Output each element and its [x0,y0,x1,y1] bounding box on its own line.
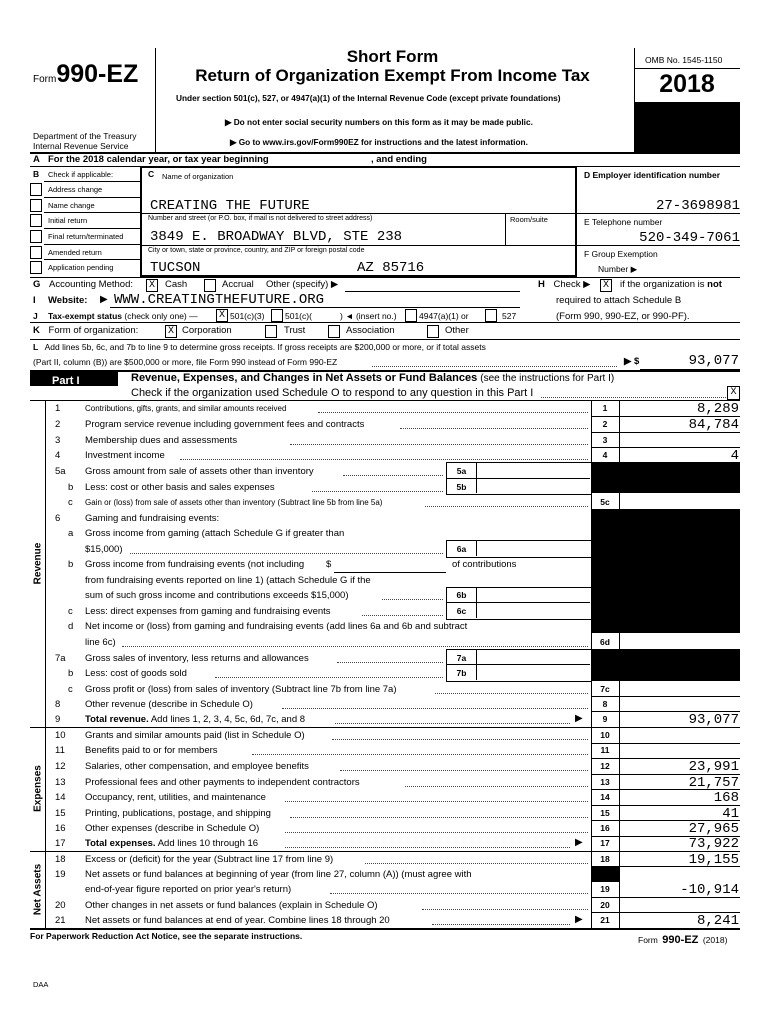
line-text: Net income or (loss) from gaming and fundraising events (add lines 6a and 6b and subtract [85,621,468,632]
tax-exempt-label: Tax-exempt status [48,311,123,321]
line-text: Gross amount from sale of assets other than inventory [85,466,314,477]
line-g-text: Accounting Method: [49,279,134,290]
line-text: Less: cost or other basis and sales expenses [85,482,275,493]
opt-501c3: 501(c)(3) [230,311,265,321]
line-14-amount[interactable]: 168 [713,790,739,806]
checkbox-address-change[interactable] [30,183,42,196]
line-k-label: Form of organization: [48,325,139,336]
line-text: Investment income [85,450,165,461]
line-text: Gaming and fundraising events: [85,513,220,524]
checkbox-corporation[interactable]: X [165,325,177,338]
line-7b-row [0,666,770,682]
line-6c-row [0,604,770,620]
line-num: d [68,621,74,632]
line-subref: 6c [456,606,467,616]
checkbox-accrual[interactable] [204,279,216,292]
line-text: Benefits paid to or for members [85,745,218,756]
line-num: b [68,559,74,570]
line-6a-row2 [0,542,770,558]
line-ref: 2 [602,419,608,429]
line-text: Program service revenue including government fees and contracts [85,419,365,430]
omb-number: OMB No. 1545-1150 [645,55,723,65]
line-subref: 6b [456,590,467,600]
line-h-text1-span: if the organization is [620,279,705,290]
line-6d-row1 [0,619,770,635]
line-j-letter: J [33,311,38,321]
line-text: from fundraising events reported on line 1) (attach Schedule G if the [85,575,371,586]
line-text: Add lines 1, 2, 3, 4, 5c, 6d, 7c, and 8 [150,714,306,725]
line-9-bold: Total revenue. [85,714,149,725]
line-num: 18 [55,854,66,865]
line-h-letter: H [538,279,545,290]
line-21-amount[interactable]: 8,241 [696,913,739,929]
line-subref: 5b [456,482,467,492]
line-ref: 14 [600,792,610,802]
checkbox-amended-return[interactable] [30,246,42,259]
line-2-amount[interactable]: 84,784 [688,417,739,433]
line-11-row [0,743,770,759]
checkbox-527[interactable] [485,309,497,322]
footer-form-year: (2018) [702,935,728,945]
footer-form-id [638,930,727,948]
checkbox-501c[interactable] [271,309,283,322]
org-city-label: City or town, state or province, country, and ZIP or foreign postal code [148,247,365,254]
checkbox-schedule-b[interactable]: X [600,279,612,292]
corporation-label: Corporation [182,325,232,336]
line-num: c [68,684,73,695]
line-16-row [0,821,770,837]
section-b-title: Check if applicable: [48,170,114,179]
line-text: Gain or (loss) from sale of assets other than inventory (Subtract line 5b from line 5a) [85,498,383,507]
opt-501c-insert: ) ◄ (insert no.) [340,311,397,321]
line-h-text1 [620,279,722,290]
line-h-text2: required to attach Schedule B [556,295,682,306]
line-ref: 7c [600,684,610,694]
line-a-text: For the 2018 calendar year, or tax year beginning [48,154,269,165]
checkbox-association[interactable] [328,325,340,338]
line-ref: 10 [600,730,610,740]
line-17-arrow: ▶ [575,837,583,848]
line-5a-row [0,464,770,480]
line-9-arrow: ▶ [575,713,583,724]
line-num: 20 [55,900,66,911]
line-num: 11 [55,745,65,756]
line-10-row [0,728,770,744]
line-19-amount[interactable]: -10,914 [680,882,739,898]
line-num: 14 [55,792,66,803]
b-item-pending: Application pending [48,263,114,272]
website-label: Website: [48,295,88,306]
line-num: 15 [55,808,66,819]
line-ref: 21 [600,915,610,925]
opt-4947: 4947(a)(1) or [419,311,469,321]
org-street-label: Number and street (or P.O. box, if mail is not delivered to street address) [148,215,373,222]
line-ref: 20 [600,900,610,910]
line-num: a [68,528,74,539]
line-k-letter: K [33,325,40,336]
line-text: Printing, publications, postage, and shipping [85,808,271,819]
b-item-address: Address change [48,185,103,194]
line-13-amount[interactable]: 21,757 [688,775,739,791]
footer-daa: DAA [33,980,49,989]
line-h-check: Check [553,279,581,290]
subtitle: Under section 501(c), 527, or 4947(a)(1) of the Internal Revenue Code (except private foundations) [176,93,561,103]
line-9-row [0,712,770,728]
line-k [33,325,138,336]
line-text: $15,000) [85,544,123,555]
line-text: Add lines 10 through 16 [157,838,259,849]
line-6b-row1 [0,557,770,573]
org-name-label: Name of organization [162,172,234,181]
line-subref: 6a [456,544,467,554]
org-name-value[interactable]: CREATING THE FUTURE [150,198,310,214]
title-main: Return of Organization Exempt From Income Tax [195,66,590,85]
form-number: 990-EZ [56,60,139,88]
checkbox-schedule-o[interactable]: X [727,386,740,400]
dept-line1: Department of the Treasury [33,131,137,141]
checkbox-501c3[interactable]: X [216,309,228,322]
room-suite-label: Room/suite [510,215,548,224]
phone-label [584,217,662,227]
line-g [33,279,133,290]
line-ref: 1 [602,403,608,413]
line-text: Gross sales of inventory, less returns and allowances [85,653,309,664]
line-l-1 [33,342,486,352]
line-6b-dollar: $ [326,559,332,570]
line-21-row [0,913,770,929]
part1-title-note: (see the instructions for Part I) [480,373,615,384]
part1-title [131,372,614,384]
checkbox-4947[interactable] [405,309,417,322]
line-text: line 6c) [85,637,116,648]
line-1-row [0,401,770,417]
line-num: c [68,497,73,508]
line-6b-row2 [0,573,770,589]
line-num: 9 [55,714,61,725]
line-l-text1: Add lines 5b, 6c, and 7b to line 9 to determine gross receipts. If gross receipts are $200,000 or more, or if total assets [44,342,486,352]
side-net-assets: Net Assets [32,863,44,916]
checkbox-cash[interactable]: X [146,279,158,292]
line-7a-row [0,651,770,667]
line-num: c [68,606,73,617]
line-l-letter: L [33,342,39,352]
line-subref: 7a [456,653,467,663]
line-6-row [0,511,770,527]
tax-year: 2018 [659,70,715,98]
line-text: Grants and similar amounts paid (list in Schedule O) [85,730,305,741]
b-item-initial: Initial return [48,216,88,225]
line-text: Other expenses (describe in Schedule O) [85,823,260,834]
website-arrow: ▶ [100,294,108,305]
line-l-2: (Part II, column (B)) are $500,000 or more, file Form 990 instead of Form 990-EZ [33,357,338,367]
line-subref: 7b [456,668,467,678]
line-l-dollar: ▶ $ [624,356,640,367]
line-text: Gross income from fundraising events (not including [85,559,305,570]
part1-label [30,371,118,386]
line-18-amount[interactable]: 19,155 [688,852,739,868]
line-15-amount[interactable]: 41 [722,806,739,822]
group-number-text: Number [598,264,629,274]
org-city-value[interactable]: TUCSON [150,260,201,276]
footer-form-word: Form [638,935,658,945]
part1-title-bold: Revenue, Expenses, and Changes in Net Assets or Fund Balances [131,372,478,384]
line-num: 7a [55,653,66,664]
line-num: 10 [55,730,66,741]
side-expenses: Expenses [32,765,44,812]
line-6a-row1 [0,526,770,542]
ein-value[interactable]: 27-3698981 [655,198,740,214]
side-revenue: Revenue [32,542,44,585]
line-num: 12 [55,761,66,772]
section-b-letter: B [33,169,40,179]
form-id [33,60,138,89]
line-1-amount[interactable]: 8,289 [696,401,739,417]
checkbox-application-pending[interactable] [30,261,42,274]
ein-label: D Employer identification number [584,170,721,180]
line-subref: 5a [456,466,467,476]
footer-notice: For Paperwork Reduction Act Notice, see the separate instructions. [30,931,303,941]
line-num: 1 [55,403,61,414]
line-text: Less: cost of goods sold [85,668,187,679]
form-prefix: Form [33,74,57,85]
line-ref: 4 [602,450,608,460]
line-text: Other changes in net assets or fund balances (explain in Schedule O) [85,900,378,911]
line-text: Gross profit or (loss) from sales of inventory (Subtract line 7b from line 7a) [85,684,397,695]
line-text: Excess or (deficit) for the year (Subtract line 17 from line 9) [85,854,334,865]
accrual-label: Accrual [222,279,254,290]
line-text: Less: direct expenses from gaming and fundraising events [85,606,331,617]
line-i-letter: I [33,295,36,306]
line-num: b [68,482,74,493]
line-text: Contributions, gifts, grants, and similar amounts received [85,404,287,413]
line-17-bold: Total expenses. [85,838,156,849]
opt-501c: 501(c)( [285,311,312,321]
phone-label-text: E Telephone number [584,217,663,227]
line-19-row2 [0,882,770,898]
cash-label: Cash [165,279,188,290]
org-street-value[interactable]: 3849 E. BROADWAY BLVD, STE 238 [150,229,403,245]
dept-line2: Internal Revenue Service [33,141,129,151]
line-ref: 13 [600,777,610,787]
line-num: 5a [55,466,66,477]
b-item-name: Name change [48,201,95,210]
line-num: 17 [55,838,66,849]
group-exemption-number: Number ▶ [598,264,638,274]
association-label: Association [346,325,395,336]
line-text: Other revenue (describe in Schedule O) [85,699,253,710]
line-ref: 12 [600,761,610,771]
line-text: Professional fees and other payments to independent contractors [85,777,360,788]
part1-check-text: Check if the organization used Schedule O to respond to any question in this Part I [131,387,534,399]
goto-note-text: Go to www.irs.gov/Form990EZ for instructions and the latest information. [238,137,528,147]
line-num: 2 [55,419,61,430]
line-12-amount[interactable]: 23,991 [688,759,739,775]
line-ref: 8 [602,699,608,709]
ssn-note-text: Do not enter social security numbers on this form as it may be made public. [233,117,533,127]
year-block [634,102,740,152]
line-6b-text2: of contributions [452,559,517,570]
line-17-amount[interactable]: 73,922 [688,836,739,852]
checkbox-trust[interactable] [265,325,277,338]
checkbox-other[interactable] [427,325,439,338]
part1-label-text: Part I [52,375,80,387]
line-16-amount[interactable]: 27,965 [688,821,739,837]
opt-527: 527 [502,311,517,321]
line-ref: 19 [600,884,610,894]
line-a-ending: , and ending [371,154,427,165]
line-a-letter: A [33,154,40,165]
goto-note: ▶ Go to www.irs.gov/Form990EZ for instructions and the latest information. [230,137,528,147]
tax-exempt-note: (check only one) — [124,311,198,321]
line-2-row [0,417,770,433]
line-ref: 9 [602,714,608,724]
line-ref: 11 [600,745,610,755]
line-ref: 3 [602,435,608,445]
gross-receipts-value[interactable]: 93,077 [688,353,739,369]
checkbox-final-return[interactable] [30,230,42,243]
line-21-arrow: ▶ [575,914,583,925]
line-ref: 5c [600,497,610,507]
line-9-amount[interactable]: 93,077 [688,712,739,728]
b-item-final: Final return/terminated [48,232,124,241]
line-num: 19 [55,869,66,880]
line-num: 13 [55,777,66,788]
section-c-letter: C [148,169,155,179]
line-text: Gross income from gaming (attach Schedule G if greater than [85,528,345,539]
line-num: 6 [55,513,61,524]
line-19-row1 [0,867,770,883]
line-text: Membership dues and assessments [85,435,238,446]
line-num: 3 [55,435,61,446]
line-4-amount[interactable]: 4 [730,448,739,464]
other-specify-label: Other (specify) ▶ [266,279,339,290]
line-text: Occupancy, rent, utilities, and maintenance [85,792,266,803]
line-num: 4 [55,450,61,461]
line-h-text3: (Form 990, 990-EZ, or 990-PF). [556,311,690,322]
line-text: Salaries, other compensation, and employee benefits [85,761,309,772]
website-value[interactable]: WWW.CREATINGTHEFUTURE.ORG [114,292,325,308]
line-ref: 6d [600,637,610,647]
line-num: b [68,668,74,679]
trust-label: Trust [284,325,306,336]
org-state-zip-value[interactable]: AZ 85716 [357,260,425,276]
line-5b-row [0,480,770,496]
line-ref: 18 [600,854,610,864]
line-text: Net assets or fund balances at end of year. Combine lines 18 through 20 [85,915,390,926]
line-h-not: not [707,279,722,290]
line-14-row [0,790,770,806]
checkbox-initial-return[interactable] [30,214,42,227]
line-num: 16 [55,823,66,834]
other-label: Other [445,325,469,336]
line-text: Net assets or fund balances at beginning of year (from line 27, column (A)) (must agree with [85,869,472,880]
line-ref: 17 [600,838,610,848]
line-num: 8 [55,699,61,710]
checkbox-name-change[interactable] [30,199,42,212]
line-text: end-of-year figure reported on prior year's return) [85,884,292,895]
line-12-row [0,759,770,775]
form-title [155,47,630,86]
footer-form-num: 990-EZ [662,934,699,946]
phone-value[interactable]: 520-349-7061 [639,230,740,246]
line-17-row [0,836,770,852]
line-ref: 15 [600,808,610,818]
line-num: 21 [55,915,66,926]
ssn-note: ▶ Do not enter social security numbers on this form as it may be made public. [225,117,533,127]
group-exemption-label: F Group Exemption [584,249,658,259]
b-item-amended: Amended return [48,248,102,257]
line-h: H Check ▶ [538,279,591,290]
line-6b-row3 [0,588,770,604]
line-ref: 16 [600,823,610,833]
tax-exempt-status [48,311,198,321]
other-specify-text: Other (specify) [266,279,329,290]
title-short-form: Short Form [346,47,439,66]
line-g-letter: G [33,279,41,290]
line-text: sum of such gross income and contributions exceeds $15,000) [85,590,349,601]
